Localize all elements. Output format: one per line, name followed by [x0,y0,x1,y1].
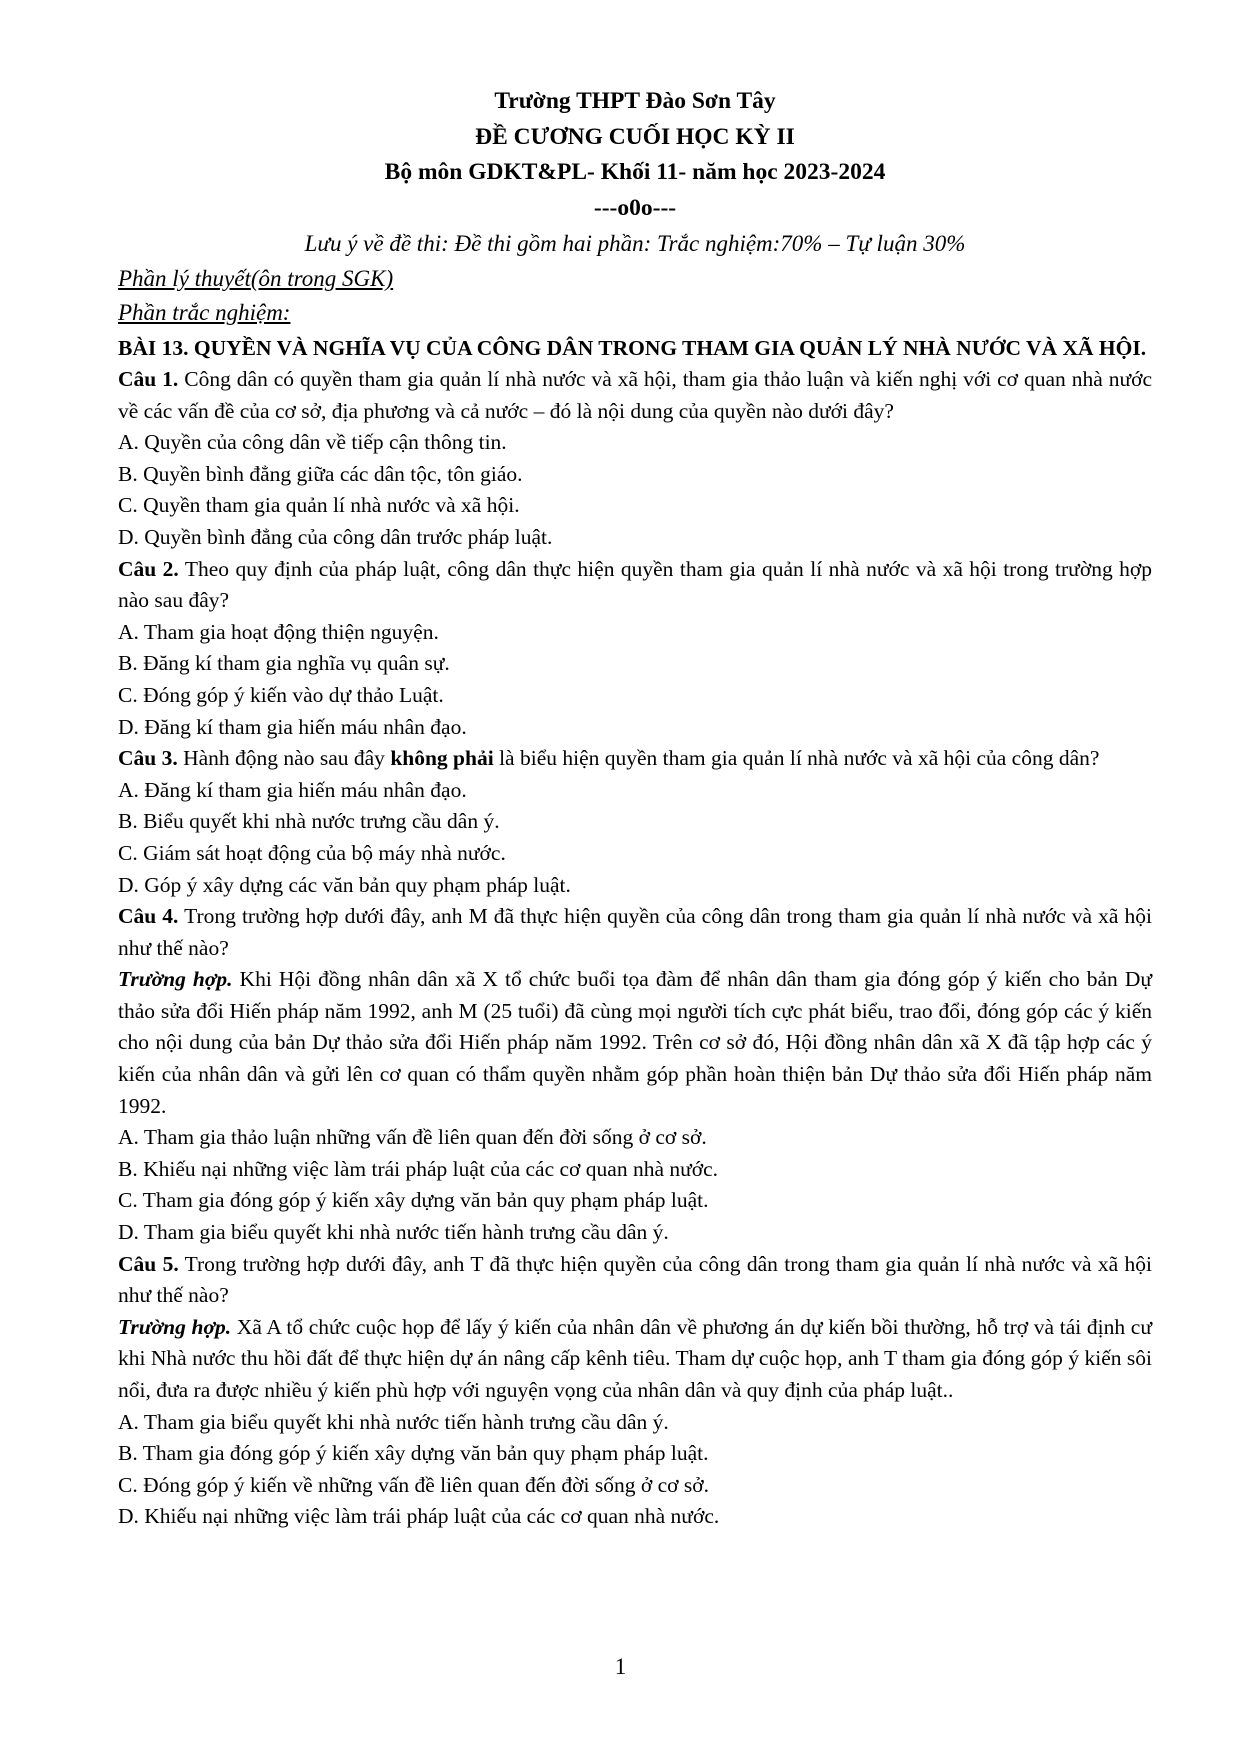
option-b: B. Quyền bình đẳng giữa các dân tộc, tôn giáo. [118,461,523,486]
case-study [118,1312,1152,1407]
theory-section-label [118,262,1152,296]
theory-label: Phần lý thuyết [118,266,251,291]
question-5 [118,1249,1152,1312]
option-b: B. Đăng kí tham gia nghĩa vụ quân sự. [118,651,450,676]
question-label: Câu 4. [118,904,179,929]
question-3 [118,743,1152,775]
option-a: A. Quyền của công dân về tiếp cận thông tin. [118,430,507,455]
question-text-before: Hành động nào sau đây [177,746,391,771]
option-d: D. Góp ý xây dựng các văn bản quy phạm pháp luật. [118,872,571,897]
exam-note: Lưu ý về đề thi: Đề thi gồm hai phần: Trắc nghiệm:70% – Tự luận 30% [304,231,966,256]
question-text: Trong trường hợp dưới đây, anh T đã thực hiện quyền của công dân trong tham gia quản lí nhà nước và xã hội như thế nào? [118,1251,1153,1308]
option-b: B. Tham gia đóng góp ý kiến xây dựng văn bản quy phạm pháp luật. [118,1441,709,1466]
option-a: A. Tham gia biểu quyết khi nhà nước tiến hành trưng cầu dân ý. [118,1409,669,1434]
case-study [118,964,1152,1122]
option-a: A. Đăng kí tham gia hiến máu nhân đạo. [118,777,467,802]
document-page [118,84,1152,1533]
case-label: Trường hợp. [118,967,233,992]
question-text: Trong trường hợp dưới đây, anh M đã thực hiện quyền của công dân trong tham gia quản lí nhà nước và xã hội như thế nào? [118,904,1152,960]
option-d: D. Quyền bình đẳng của công dân trước pháp luật. [118,524,553,549]
option-c: C. Giám sát hoạt động của bộ máy nhà nước. [118,840,506,865]
question-text-after: là biểu hiện quyền tham gia quản lí nhà nước và xã hội của công dân? [493,746,1100,771]
question-emphasis: không phải [390,746,494,771]
lesson-heading: BÀI 13. QUYỀN VÀ NGHĨA VỤ CỦA CÔNG DÂN TRONG THAM GIA QUẢN LÝ NHÀ NƯỚC VÀ XÃ HỘI. [118,336,1147,360]
question-4 [118,901,1152,964]
case-label: Trường hợp. [118,1314,232,1339]
option-b: B. Khiếu nại những việc làm trái pháp luật của các cơ quan nhà nước. [118,1156,719,1181]
page-number: 1 [614,1654,627,1679]
mcq-section-label: Phần trắc nghiệm: [118,300,291,325]
option-d: D. Khiếu nại những việc làm trái pháp luật của các cơ quan nhà nước. [118,1504,720,1529]
option-c: C. Đóng góp ý kiến vào dự thảo Luật. [118,682,444,707]
subject-line: Bộ môn GDKT&PL- Khối 11- năm học 2023-2024 [384,159,886,185]
question-1 [118,364,1152,427]
case-text: Xã A tổ chức cuộc họp để lấy ý kiến của nhân dân về phương án dự kiến bồi thường, hỗ trợ và tái định cư khi Nhà nước thu hồi đất để thực hiện dự án nâng cấp kênh tiêu. Tham dự cuộc họp, anh T tham gia đóng góp ý kiến sôi nổi, đưa ra được nhiều ý kiến phù hợp với nguyện vọng của nhân dân và quy định của pháp luật.. [118,1314,1153,1402]
theory-tail: (ôn trong SGK) [250,266,394,291]
question-label: Câu 2. [118,556,179,581]
option-d: D. Tham gia biểu quyết khi nhà nước tiến hành trưng cầu dân ý. [118,1220,669,1245]
question-text: Theo quy định của pháp luật, công dân thực hiện quyền tham gia quản lí nhà nước và xã hội trong trường hợp nào sau đây? [118,556,1152,613]
option-c: C. Quyền tham gia quản lí nhà nước và xã hội. [118,493,520,518]
question-label: Câu 3. [118,746,178,771]
separator: ---o0o--- [593,194,677,221]
option-b: B. Biểu quyết khi nhà nước trưng cầu dân ý. [118,809,500,834]
option-a: A. Tham gia hoạt động thiện nguyện. [118,619,439,644]
question-text: Công dân có quyền tham gia quản lí nhà nước và xã hội, tham gia thảo luận và kiến nghị với cơ quan nhà nước về các vấn đề của cơ sở, địa phương và cả nước – đó là nội dung của quyền nào dưới đây? [118,367,1153,423]
option-c: C. Đóng góp ý kiến về những vấn đề liên quan đến đời sống ở cơ sở. [118,1472,709,1497]
option-d: D. Đăng kí tham gia hiến máu nhân đạo. [118,714,467,739]
document-title: ĐỀ CƯƠNG CUỐI HỌC KỲ II [475,123,795,150]
case-text: Khi Hội đồng nhân dân xã X tổ chức buổi tọa đàm để nhân dân tham gia đóng góp ý kiến cho bản Dự thảo sửa đổi Hiến pháp năm 1992, anh M (25 tuổi) đã cùng mọi người tích cực phát biểu, trao đổi, đóng góp các ý kiến cho nội dung của bản Dự thảo sửa đổi Hiến pháp năm 1992. Trên cơ sở đó, Hội đồng nhân dân xã X đã tập hợp các ý kiến của nhân dân và gửi lên cơ quan có thẩm quyền nhằm góp phần hoàn thiện bản Dự thảo sửa đổi Hiến pháp năm 1992. [118,967,1152,1118]
question-2 [118,554,1152,617]
question-label: Câu 5. [118,1251,179,1276]
school-name: Trường THPT Đào Sơn Tây [494,88,776,114]
option-c: C. Tham gia đóng góp ý kiến xây dựng văn bản quy phạm pháp luật. [118,1188,709,1213]
option-a: A. Tham gia thảo luận những vấn đề liên quan đến đời sống ở cơ sở. [118,1125,707,1150]
question-label: Câu 1. [118,367,179,391]
